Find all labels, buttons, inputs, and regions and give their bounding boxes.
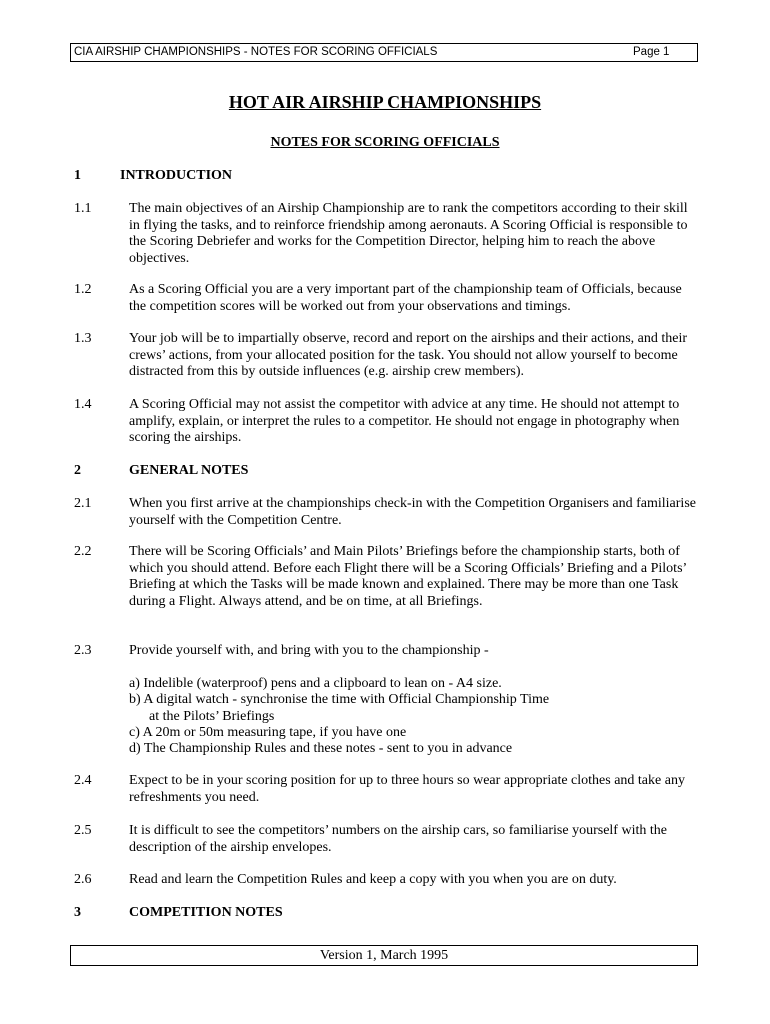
running-footer: Version 1, March 1995 bbox=[70, 945, 698, 966]
paragraph-number: 1.4 bbox=[74, 397, 92, 412]
document-subtitle: NOTES FOR SCORING OFFICIALS bbox=[270, 135, 500, 150]
section-title: COMPETITION NOTES bbox=[129, 905, 283, 920]
paragraph-text: Expect to be in your scoring position for up to three hours so wear appropriate clothes and take any refreshments you need. bbox=[129, 773, 685, 805]
paragraph-number: 2.1 bbox=[74, 496, 92, 511]
paragraph-text: As a Scoring Official you are a very important part of the championship team of Officials, because the competition scores will be worked out from your observations and timings. bbox=[129, 282, 682, 314]
header-title: CIA AIRSHIP CHAMPIONSHIPS - NOTES FOR SCORING OFFICIALS bbox=[74, 46, 438, 58]
list-item-continuation: at the Pilots’ Briefings bbox=[149, 708, 275, 724]
paragraph-number: 1.2 bbox=[74, 282, 92, 297]
paragraph-text: Read and learn the Competition Rules and keep a copy with you when you are on duty. bbox=[129, 872, 617, 887]
paragraph-number: 2.5 bbox=[74, 823, 92, 838]
section-number: 3 bbox=[74, 905, 81, 920]
section-number: 1 bbox=[74, 168, 81, 183]
section-title: GENERAL NOTES bbox=[129, 463, 249, 478]
list-item: c) A 20m or 50m measuring tape, if you have one bbox=[129, 724, 407, 740]
list-item: a) Indelible (waterproof) pens and a clipboard to lean on - A4 size. bbox=[129, 676, 502, 691]
paragraph-text: Provide yourself with, and bring with you to the championship - bbox=[129, 643, 489, 658]
paragraph-text: When you first arrive at the championships check-in with the Competition Organisers and familiarise yourself with the Competition Centre. bbox=[129, 496, 696, 528]
paragraph-text: There will be Scoring Officials’ and Main Pilots’ Briefings before the championship starts, both of which you should attend. Before each Flight there will be a Scoring Officials’ Briefing and a Pilots’ Briefing at which the Tasks will be made known and explained. There may be more than one Task during a Flight. Always attend, and be on time, at all Briefings. bbox=[129, 544, 687, 609]
paragraph-text: Your job will be to impartially observe, record and report on the airships and their actions, and their crews’ actions, from your allocated position for the task. You should not allow yourself to become distracted from this by outside influences (e.g. airship crew members). bbox=[129, 331, 688, 379]
page-number: Page 1 bbox=[633, 46, 670, 58]
paragraph-number: 1.3 bbox=[74, 331, 92, 346]
paragraph-number: 2.6 bbox=[74, 872, 92, 887]
list-item: b) A digital watch - synchronise the time with Official Championship Time bbox=[129, 692, 550, 708]
section-number: 2 bbox=[74, 463, 81, 478]
paragraph-number: 2.4 bbox=[74, 773, 92, 788]
running-header bbox=[70, 43, 698, 62]
paragraph-number: 2.3 bbox=[74, 643, 92, 658]
paragraph-text: It is difficult to see the competitors’ numbers on the airship cars, so familiarise yourself with the description of the airship envelopes. bbox=[129, 823, 667, 855]
equipment-list bbox=[129, 676, 689, 757]
section-title: INTRODUCTION bbox=[120, 168, 233, 183]
paragraph-text: A Scoring Official may not assist the competitor with advice at any time. He should not attempt to amplify, explain, or interpret the rules to a competitor. He should not engage in photography when scoring the airships. bbox=[129, 397, 680, 445]
paragraph-number: 1.1 bbox=[74, 201, 92, 216]
list-item: d) The Championship Rules and these notes - sent to you in advance bbox=[129, 741, 513, 757]
paragraph-number: 2.2 bbox=[74, 544, 92, 559]
paragraph-text: The main objectives of an Airship Championship are to rank the competitors according to their skill in flying the tasks, and to reinforce friendship among aeronauts. A Scoring Official is responsible to the Scoring Debriefer and works for the Competition Director, helping him to reach the above objectives. bbox=[129, 201, 688, 266]
document-title: HOT AIR AIRSHIP CHAMPIONSHIPS bbox=[228, 92, 542, 112]
